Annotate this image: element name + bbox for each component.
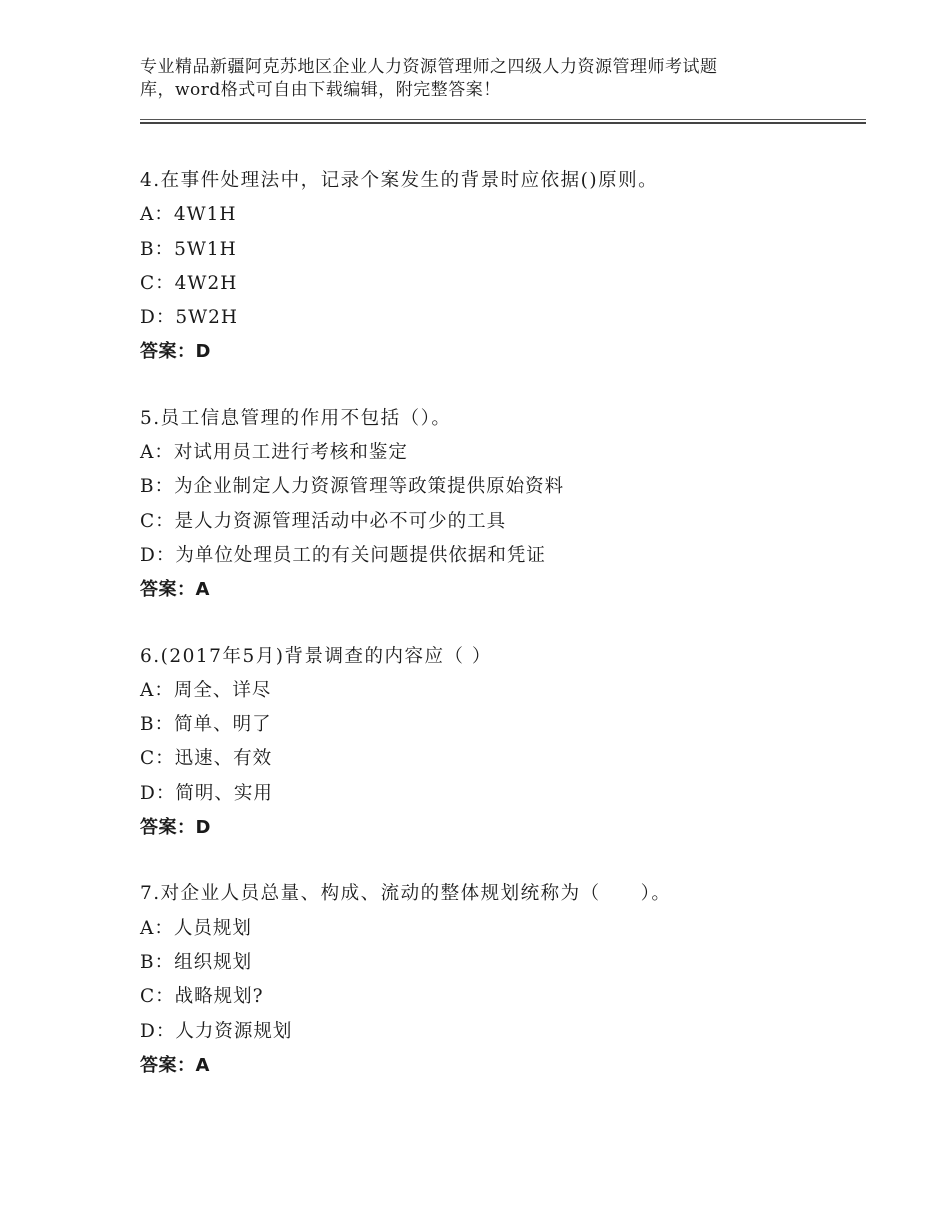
option-d: D：为单位处理员工的有关问题提供依据和凭证 bbox=[140, 544, 546, 566]
option-d: D：简明、实用 bbox=[140, 782, 273, 804]
question-item bbox=[140, 164, 866, 370]
option-a: A：周全、详尽 bbox=[140, 679, 272, 701]
option-b: B：简单、明了 bbox=[140, 714, 272, 736]
option-c: C：迅速、有效 bbox=[140, 748, 273, 770]
option-b: B：为企业制定人力资源管理等政策提供原始资料 bbox=[140, 476, 565, 498]
option-d: D：人力资源规划 bbox=[140, 1020, 293, 1042]
option-c: C：4W2H bbox=[140, 272, 238, 294]
option-a: A：人员规划 bbox=[140, 917, 252, 939]
header-divider bbox=[140, 119, 866, 124]
question-stem: 5.员工信息管理的作用不包括（）。 bbox=[140, 407, 452, 429]
document-header bbox=[140, 56, 800, 102]
question-item bbox=[140, 877, 866, 1083]
option-b: B：5W1H bbox=[140, 238, 237, 260]
option-a: A：4W1H bbox=[140, 204, 237, 226]
answer-line: 答案：D bbox=[140, 341, 211, 363]
question-list bbox=[140, 164, 866, 1115]
question-stem: 4.在事件处理法中，记录个案发生的背景时应依据()原则。 bbox=[140, 170, 659, 191]
option-a: A：对试用员工进行考核和鉴定 bbox=[140, 442, 408, 464]
option-c: C：是人力资源管理活动中必不可少的工具 bbox=[140, 510, 507, 532]
option-c: C：战略规划? bbox=[140, 986, 264, 1008]
answer-line: 答案：A bbox=[140, 1054, 210, 1076]
question-item bbox=[140, 640, 866, 846]
option-d: D：5W2H bbox=[140, 307, 239, 329]
question-stem: 7.对企业人员总量、构成、流动的整体规划统称为（ ）。 bbox=[140, 883, 672, 905]
header-line-1: 专业精品新疆阿克苏地区企业人力资源管理师之四级人力资源管理师考试题 bbox=[140, 57, 718, 77]
question-item bbox=[140, 402, 866, 608]
answer-line: 答案：A bbox=[140, 579, 210, 601]
answer-line: 答案：D bbox=[140, 817, 211, 839]
option-b: B：组织规划 bbox=[140, 951, 253, 973]
question-stem: 6.(2017年5月)背景调查的内容应（ ） bbox=[140, 645, 492, 667]
header-line-2: 库，word格式可自由下载编辑，附完整答案！ bbox=[140, 80, 501, 100]
